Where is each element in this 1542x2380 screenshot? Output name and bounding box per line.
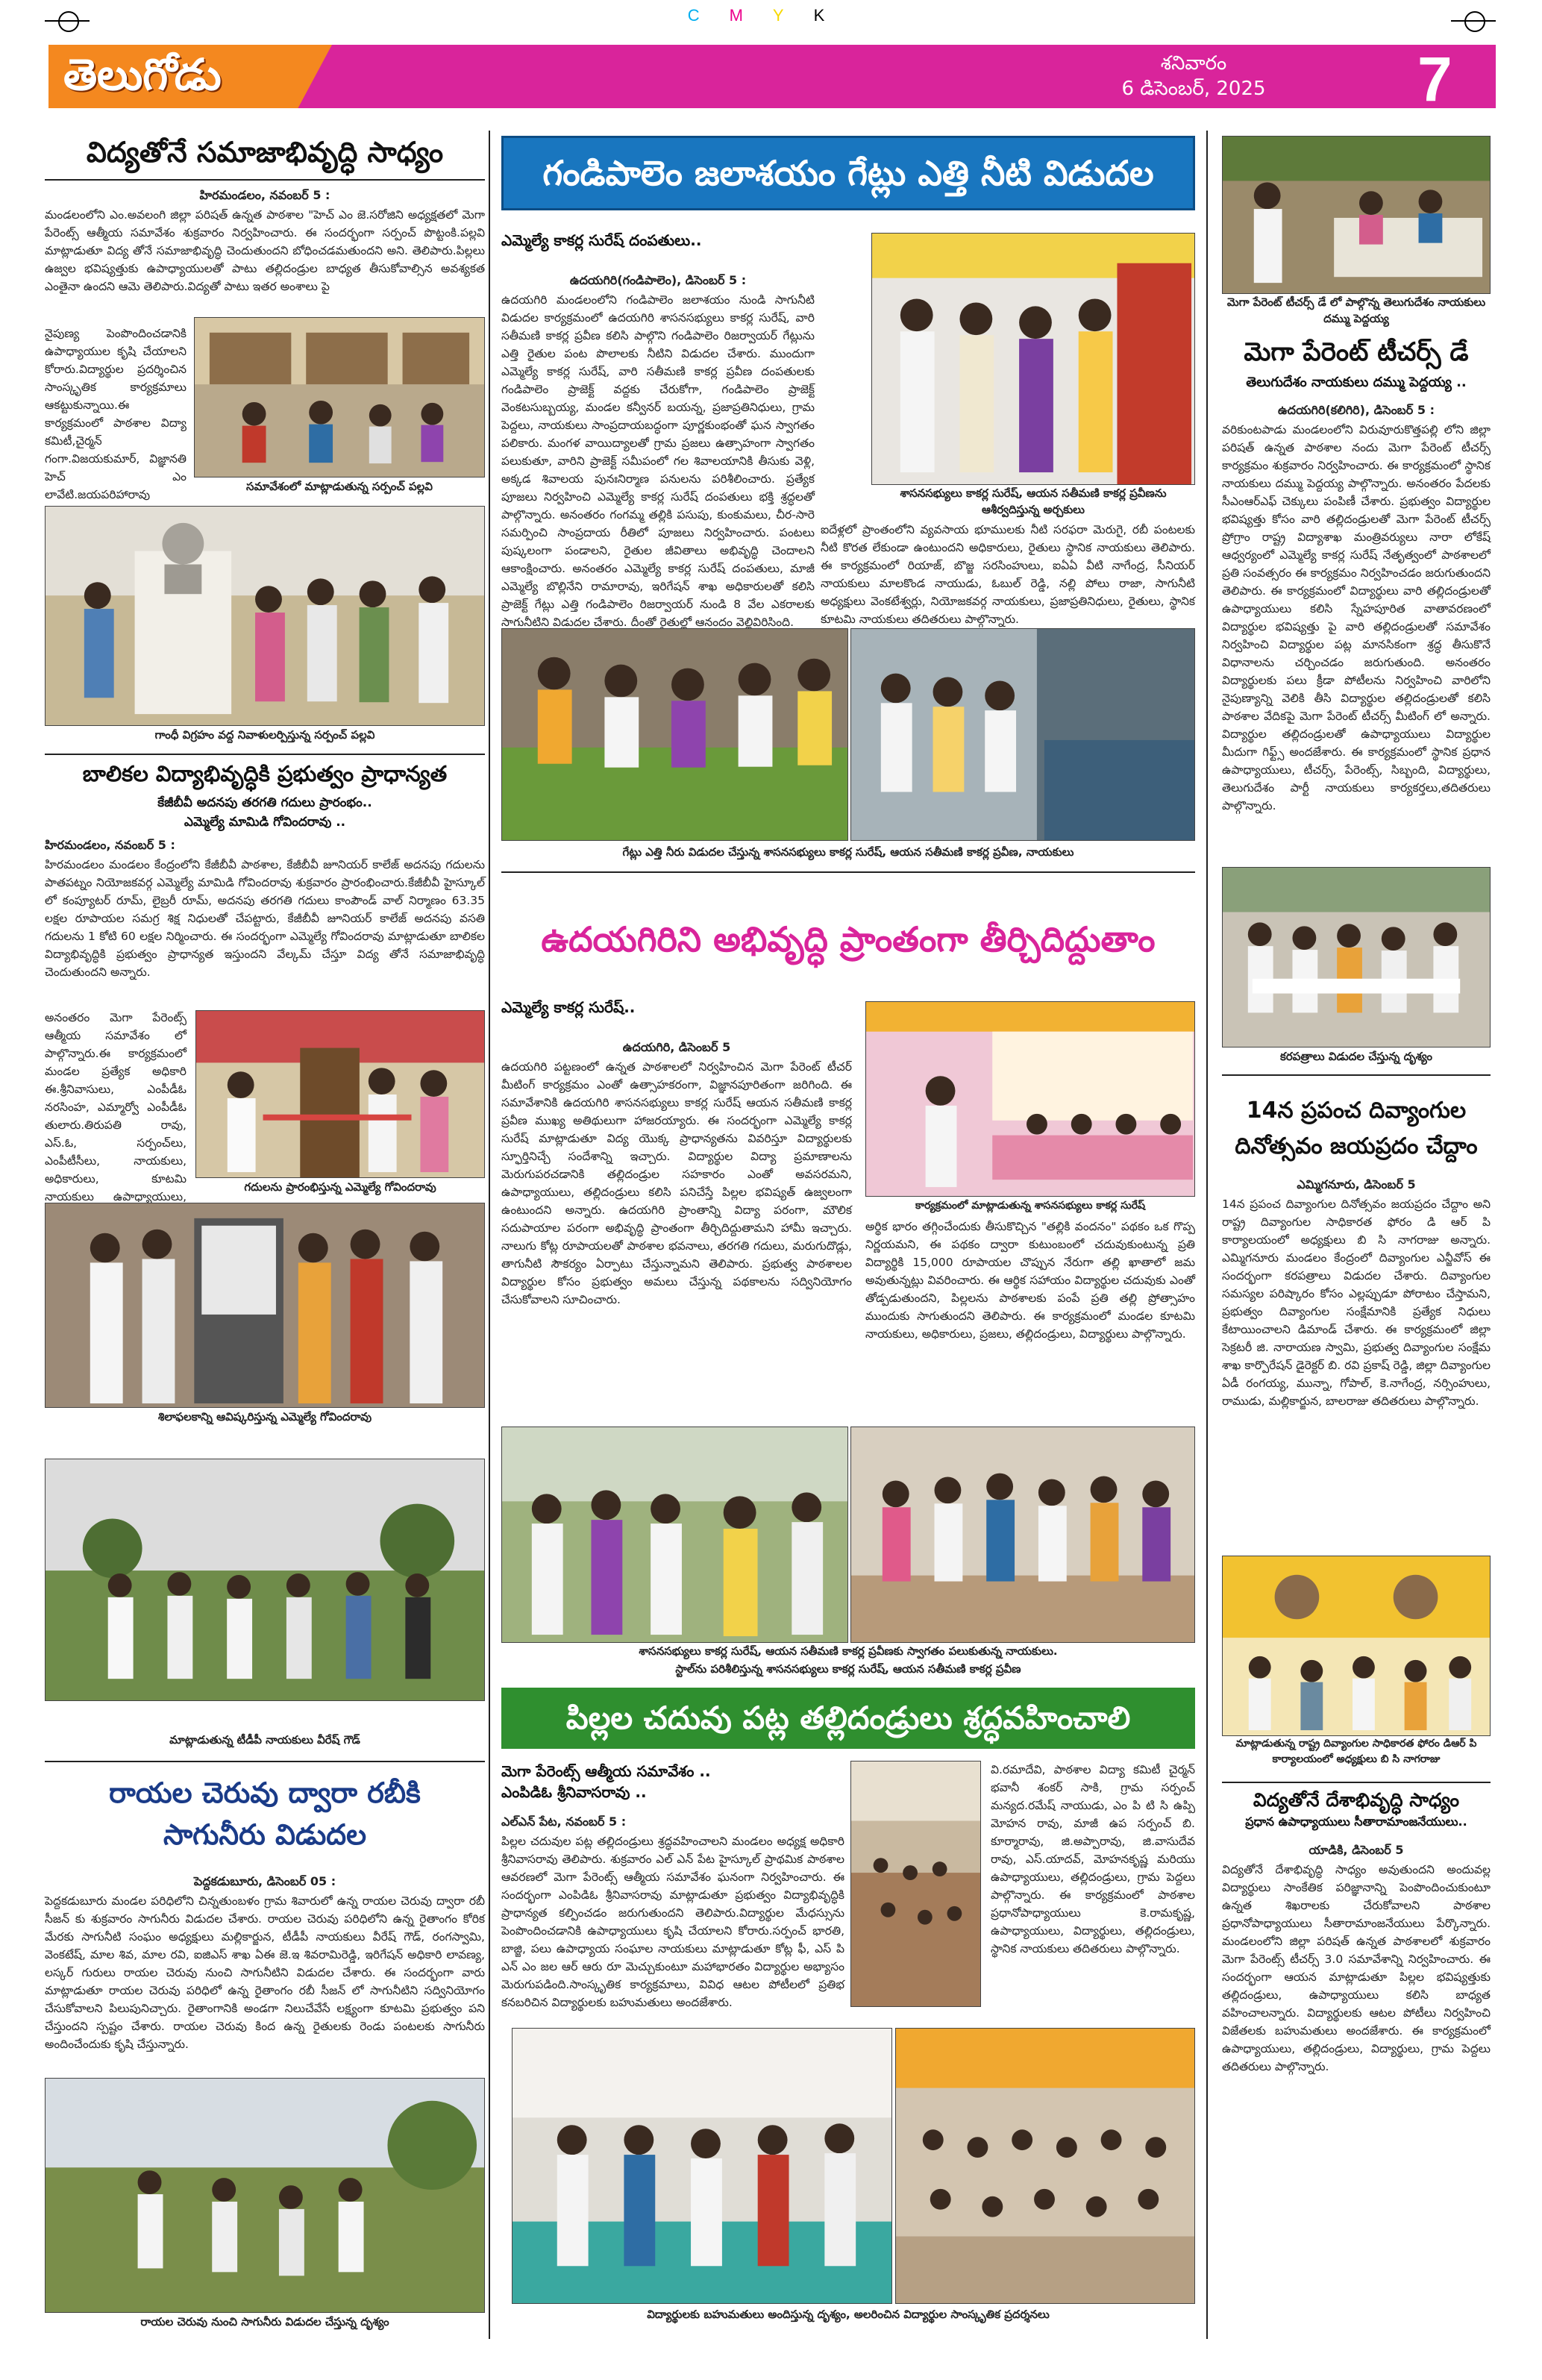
photo-caption: గాంధీ విగ్రహం వద్ద నివాళులర్పిస్తున్న సర్పంచ్ పల్లవి [45,726,485,744]
news-photo [850,628,1195,841]
article-paragraph: మండలంలోని ఎం.అవలంగి జిల్లా పరిషత్ ఉన్నత పాఠశాల "హెచ్ ఎం జె.సరోజిని అధ్యక్షతలో మెగా పేరెంట్స్ ఆత్మీయ సమావేశం శుక్రవారం నిర్వహించారు. ఈ సందర్భంగా సర్పంచ్ పొట్టంకి.పల్లవి మాట్లాడుతూ విద్య తోనే సమాజాభివృద్ధి చెందుతుందని బోధించడమతుందని అని. తెలిపారు.పిల్లలు ఉజ్వల భవిష్యత్తుకు ఉపాధ్యాయులతో పాటు తల్లిదండ్రుల బాధ్యత తీసుకోవాల్సిన అవశ్యకత ఎంతైనా ఉందని ఆమె తెలిపారు.విద్యతో పాటు ఇతర అంశాలు పై [45,208,485,293]
dateline: యాడికి, డిసెంబర్ 5 [1308,1843,1404,1857]
cmyk-marks [0,6,1542,25]
photo-caption: సమావేశంలో మాట్లాడుతున్న సర్పంచ్ పల్లవి [194,477,485,495]
article-paragraph: నైపుణ్య పెంపొందించడానికి ఉపాధ్యాయుల కృషి చేయాలని కోరారు.విద్యార్థుల ప్రదర్శించిన సాంస్కృతిక కార్యక్రమాలు ఆకట్టుకున్నాయి.ఈ కార్యక్రమంలో పాఠశాల విద్యా కమిటీ,చైర్మన్ గంగా.విజయకుమార్, విజ్ఞానతి హెచ్ ఎం లావేటి.జయపరిహారావు [45,327,187,501]
column-divider [1206,131,1208,2339]
article-title: పిల్లల చదువు పట్ల తల్లిదండ్రులు శ్రద్ధవహించాలి [501,1688,1195,1749]
article-paragraph: పిల్లల చదువుల పట్ల తల్లిదండ్రులు శ్రద్ధవహించాలని మండలం అధ్యక్ష అధికారి శ్రీనివాసరావు తెలిపారు. శుక్రవారం ఎల్ ఎన్ పేట హైస్కూల్ ప్రాథమిక పాఠశాల ఆవరణలో మెగా పేరెంట్స్ ఆత్మీయ సమావేశం ఘనంగా నిర్వహించారు. ఈ సందర్భంగా ఎంపిడిఓ శ్రీనివాసరావు మాట్లాడుతూ ప్రభుత్వం విద్యాభివృద్ధికి ప్రాధాన్యత కల్పించడం జరుగుతుందని తెలిపారు.విద్యార్థుల మేధస్సును పెంపొందించడానికి ఉపాధ్యాయులు కృషి చేయాలని కోరారు.సర్పంచ్ భారతి, బాజ్జి, పలు ఉపాధ్యాయ సంఘాల నాయకులు మాట్లాడుతూ కోట్ల ఫీ, ఎస్ పి ఎన్ ఎం జల ఆర్ ఆరు రూ మెచ్చుకుంటూ మహాభారతం విద్యార్థుల అభ్యాసం మెరుగుపడింది.సాంస్కృతిక కార్యక్రమాలు, వివిధ ఆటల పోటీలలో ప్రతిభ కనబరిచిన విద్యార్థులకు బహుమతులు అందజేశారు. [501,1835,844,2009]
article-title: విద్యతోనే దేశాభివృద్ధి సాధ్యం [1253,1789,1460,1811]
newspaper-logo: తెలుగోడు [63,49,222,100]
photo-caption: శాసనసభ్యులు కాకర్ల సురేష్, ఆయన సతీమణి కాకర్ల ప్రవీణను ఆశీర్వదిస్తున్న అర్చకులు [871,485,1195,518]
article-subtitle: మెగా పేరెంట్స్ ఆత్మీయ సమావేశం .. [501,1762,711,1780]
cmyk-c: C [687,6,730,25]
cmyk-y: Y [772,6,814,25]
photo-caption: రాయల చెరువు నుంచి సాగునీరు విడుదల చేస్తున్న దృశ్యం [45,2313,485,2331]
article-paragraph: ఐదేళ్లలో ప్రాంతంలోని వ్యవసాయ భూములకు నీటి సరఫరా మెరుగై, రబీ పంటలకు నీటి కొరత లేకుండా ఉంటుందని అధికారులు, రైతులు స్థానిక నాయకులు తెలిపారు. ఈ కార్యక్రమంలో రియాజ్, బొజ్జ సరసింహులు, ఐఏఏ వీటి నాగేంద్ర, సీనియర్ నాయకులు మాలకొండ నాయుడు, ఓబుల్ రెడ్డి, నల్లి పోలు రాజా, సాగునీటి అధ్యక్షులు వెంకటేశ్వర్లు, నియోజకవర్గ నాయకులు, ప్రజాప్రతినిధులు, రైతులు, స్థానిక కూటమి నాయకులు తదితరులు పాల్గొన్నారు. [821,523,1195,626]
article-paragraph: అనంతరం మెగా పేరెంట్స్ ఆత్మీయ సమావేశం లో పాల్గొన్నారు.ఈ కార్యక్రమంలో మండల ప్రత్యేక అధికారి ఈ.శ్రీనివాసులు, ఎంపీడీఓ నరసింహ, ఎమ్మార్వో ఎంపీడీఓ తులారు.తిరుపతి రావు, ఎస్.ఓ, సర్పంచ్‌లు, ఎంపీటీసీలు, నాయకులు, అధికారులు, కూటమి నాయకులు ఉపాధ్యాయులు, [45,1011,187,1203]
article-separator [501,871,1195,873]
article-paragraph: విద్యతోనే దేశాభివృద్ధి సాధ్యం అవుతుందని అందువల్ల విద్యార్థులు సాంకేతిక పరిజ్ఞానాన్ని పెంపొందించుకుంటూ ఉన్నత శిఖరాలకు చేరుకోవాలని పాఠశాల ప్రధానోపాధ్యాయులు సీతారామాంజనేయులు పేర్కొన్నారు. మండలంలోని జిల్లా పరిషత్ ఉన్నత పాఠశాలలో శుక్రవారం మెగా పేరెంట్స్ టీచర్స్ 3.0 సమావేశాన్ని నిర్వహించారు. ఈ సందర్భంగా ఆయన మాట్లాడుతూ పిల్లల భవిష్యత్తుకు తల్లిదండ్రులు, ఉపాధ్యాయులు కలిసి బాధ్యత వహించాలన్నారు. విద్యార్థులకు ఆటల పోటీలు నిర్వహించి విజేతలకు బహుమతులు అందజేశారు. ఈ కార్యక్రమంలో ఉపాధ్యాయులు, తల్లిదండ్రులు, విద్యార్థులు, గ్రామ పెద్దలు తదితరులు పాల్గొన్నారు. [1222,1863,1491,2073]
article-subtitle: ఎమ్మెల్యే కాకర్ల సురేష్ దంపతులు.. [501,231,702,249]
dateline: ఎల్ఎన్ పేట, నవంబర్ 5 : [501,1814,627,1829]
article-body [45,1892,485,2075]
masthead-date-text: 6 డిసెంబర్, 2025 [1121,78,1266,100]
masthead-date [1082,51,1306,101]
photo-caption: శిలాఫలకాన్ని ఆవిష్కరిస్తున్న ఎమ్మెల్యే గోవిందరావు [45,1408,485,1426]
news-photo [865,1001,1195,1197]
news-photo [45,506,485,726]
article-body [821,521,1195,625]
cmyk-k: K [813,6,855,25]
dateline: హిరమండలం, నవంబర్ 5 : [45,838,175,852]
article-title: 14న ప్రపంచ దివ్యాంగుల దినోత్సవం జయప్రదం చేద్దాం [1235,1097,1478,1159]
page-number: 7 [1417,44,1452,114]
article-title: గండిపాలెం జలాశయం గేట్లు ఎత్తి నీటి విడుదల [501,136,1195,210]
article-body [45,856,485,1005]
article-title: విద్యతోనే సమాజాభివృద్ధి సాధ్యం [86,136,444,169]
article-paragraph: హిరమండలం మండలం కేంద్రంలోని కేజీబీవీ పాఠశాల, కేజీబీవీ జూనియర్ కాలేజ్ అదనపు గదులను పాతపట్నం నియోజకవర్గ ఎమ్మెల్యే మామిడి గోవిందరావు శుక్రవారం ప్రారంభించారు.కేజీబీవీ హైస్కూల్ లో కంప్యూటర్ రూమ్, లైబ్రరీ రూమ్, అదనపు తరగతి గదులు కాంపౌండ్ వాల్ నిర్మాణం 63.35 లక్షల రూపాయల సమగ్ర శిక్ష నిధులతో చేపట్టారు, కేజీబీవీ జూనియర్ కాలేజ్ అదనపు వసతి గదులను 1 కోటి 60 లక్షల నిర్మించారు. ఈ సందర్భంగా ఎమ్మెల్యే గోవిందరావు మాట్లాడుతూ బాలికల విద్యాభివృద్ధికి ప్రభుత్వం ప్రాధాన్యత ఇస్తుందని వేల్కమ్ చేస్తూ విద్య తోనే సమాజాభివృద్ధి చెందుతుందని అన్నారు. [45,858,485,979]
column-divider [489,131,490,2339]
registration-mark-icon [45,6,90,36]
article-paragraph: వరికుంటపాడు మండలంలోని విరువూరుకొత్తపల్లి లోని జిల్లా పరిషత్ ఉన్నత పాఠశాల నందు మెగా పేరెంట్ టీచర్స్ కార్యక్రమం శుక్రవారం నిర్వహించారు. ఈ కార్యక్రమంలో స్థానిక నాయకులు దమ్ము పెద్దయ్య పాల్గొన్నారు. అనంతరం పేదలకు సీఎంఆర్ఎఫ్ చెక్కులు పంపిణీ చేశారు. ప్రభుత్వం విద్యార్థుల భవిష్యత్తు కోసం వారి తల్లిదండ్రులతో మెగా పేరెంట్ టీచర్స్ ప్రోగ్రాం రాష్ట్ర విద్యాశాఖ మంత్రివర్యులు నారా లోకేష్ ఆధ్వర్యంలో ఎమ్మెల్యే కాకర్ల సురేష్ నేతృత్వంలో పాఠశాలలో ప్రతి సంవత్సరం ఈ కార్యక్రమం నిర్వహించడం జరుగుతుందని తెలిపారు. ఈ కార్యక్రమంలో విద్యార్థులు వారి తల్లిదండ్రులతో ఉపాధ్యాయులు కలిసి స్నేహపూరిత వాతావరణంలో విద్యార్థుల భవిష్యత్తు పై వారి తల్లిదండ్రులతో సమావేశం నిర్వహించి విద్యార్థుల పట్ల మానసికంగా శ్రద్ధ తీసుకొనే విధానాలను చర్చించడం జరుగుతుంది. అనంతరం విద్యార్థులకు పలు క్రీడా పోటీలను నిర్వహించి వారిలోని నైపుణ్యాన్ని వెలికి తీసి విద్యార్థుల తల్లిదండ్రులతో కలిసి పాఠశాల వేదికపై మెగా పేరెంట్ టీచర్స్ మీటింగ్ లో అన్నారు. విద్యార్థుల తల్లిదండ్రులతో ఉపాధ్యాయులు విద్యార్థుల మీదుగా గిఫ్ట్స్ అందజేశారు. ఈ కార్యక్రమంలో స్థానిక ప్రధాన ఉపాధ్యాయులు, టీచర్స్, పేరెంట్స్, సిబ్బంది, విద్యార్థులు, తెలుగుదేశం పార్టీ నాయకులు కార్యకర్తలు,తదితరులు పాల్గొన్నారు. [1222,423,1491,812]
article-body [991,1761,1195,2011]
news-photo [895,2028,1195,2304]
news-photo [850,1427,1195,1643]
news-photo [850,1761,981,2007]
photo-caption: స్టాల్‌ను పరిశీలిస్తున్న శాసనసభ్యులు కాకర్ల సురేష్, ఆయన సతీమణి కాకర్ల ప్రవీణ [501,1661,1195,1677]
article-title: ఉదయగిరిని అభివృద్ధి ప్రాంతంగా తీర్చిదిద్దుతాం [541,919,1156,959]
registration-mark-icon [1451,6,1496,36]
news-photo [195,1010,485,1178]
article-subtitle: ఎమ్మెల్యే మామిడి గోవిందరావు .. [184,815,346,830]
news-photo [501,628,848,841]
article-paragraph: అర్థిక భారం తగ్గించేందుకు తీసుకొచ్చిన "తల్లికి వందనం" పథకం ఒక గొప్ప నిర్ణయమని, ఈ పథకం ద్వారా కుటుంబంలో చదువుకుంటున్న ప్రతి విద్యార్థికి 15,000 రూపాయల చొప్పున నేరుగా తల్లి ఖాతాలో జమ అవుతున్నట్లు వివరించారు. ఈ ఆర్థిక సహాయం విద్యార్థుల చదువుకు ఎంతో తోడ్పడుతుందని, పిల్లలను పాఠశాలకు పంపే ప్రతి తల్లి ప్రోత్సాహం ముందుకు సాగుతుందని తెలిపారు. ఈ కార్యక్రమంలో మండల కూటమి నాయకులు, అధికారులు, ప్రజలు, తల్లిదండ్రులు, విద్యార్థులు పాల్గొన్నారు. [865,1220,1195,1341]
article-separator [1222,1782,1491,1783]
photo-caption: మెగా పేరెంట్ టీచర్స్ డే లో పాల్గొన్న తెలుగుదేశం నాయకులు దమ్ము పెద్దయ్య [1222,294,1491,327]
photo-caption: మాట్లాడుతున్న రాష్ట్ర దివ్యాంగుల సాధికారత ఫోరం డిఆర్ పి కార్యాలయంలో అధ్యక్షులు బి సి నాగరాజు [1222,1736,1491,1767]
photo-caption: కరపత్రాలు విడుదల చేస్తున్న దృశ్యం [1222,1047,1491,1065]
news-photo [1222,136,1491,294]
article-paragraph: 14న ప్రపంచ దివ్యాంగుల దినోత్సవం జయప్రదం చేద్దాం అని రాష్ట్ర దివ్యాంగుల సాధికారత ఫోరం డి ఆర్ పి కార్యాలయంలో అధ్యక్షులు బి సి నాగరాజు అన్నారు. ఎమ్మిగనూరు మండలం కేంద్రంలో దివ్యాంగుల ఎన్జీవోస్ ఈ సందర్భంగా కరపత్రాలు విడుదల చేశారు. దివ్యాంగుల సమస్యల పరిష్కారం కోసం ఎల్లప్పుడూ పోరాటం చేస్తామని, ప్రభుత్వం దివ్యాంగుల సంక్షేమానికి ప్రత్యేక నిధులు కేటాయించాలని డిమాండ్ చేశారు. ఈ కార్యక్రమంలో జిల్లా సెక్రటరీ జి. నారాయణ స్వామి, ప్రభుత్వ దివ్యాంగుల సంక్షేమ శాఖ కార్పొరేషన్ డైరెక్టర్ బి. రవి ప్రకాష్ రెడ్డి, జిల్లా దివ్యాంగుల ఏడీ రంగయ్య, మున్నా, గోపాల్, కె.నాగేంద్ర, నర్సింహులు, రాముడు, మల్లికార్జున, బాలరాజు తదితరులు పాల్గొన్నారు. [1222,1197,1491,1408]
title-underline [45,179,485,181]
article-body [1222,1195,1491,1552]
article-subtitle: ఎంపిడిఓ శ్రీనివాసరావు .. [501,1783,647,1801]
dateline: ఉదయగిరి, డిసెంబర్ 5 [622,1040,731,1054]
article-body [45,206,485,322]
news-photo [45,1203,485,1408]
news-photo [871,233,1195,485]
article-subtitle: కేజీబీవీ అదనపు తరగతి గదులు ప్రారంభం.. [157,795,372,810]
photo-caption: కార్యక్రమంలో మాట్లాడుతున్న శాసనసభ్యులు కాకర్ల సురేష్ [865,1197,1195,1215]
article-title: రాయల చెరువు ద్వారా రబీకి సాగునీరు విడుదల [109,1776,421,1851]
article-body [501,291,815,629]
article-body [865,1218,1195,1424]
article-subtitle: తెలుగుదేశం నాయకులు దమ్ము పెద్దయ్య .. [1246,375,1467,390]
dateline: పెద్దకడుబూరు, డిసెంబర్ 05 : [193,1874,336,1888]
article-body [1222,1861,1491,2329]
photo-caption: విద్యార్థులకు బహుమతులు అందిస్తున్న దృశ్యం, అలరించిన విద్యార్థుల సాంస్కృతిక ప్రదర్శనలు [501,2305,1195,2323]
news-photo [45,1459,485,1701]
photo-caption: గదులను ప్రారంభిస్తున్న ఎమ్మెల్యే గోవిందరావు [195,1178,485,1196]
photo-caption: గేట్లు ఎత్తి నీరు విడుదల చేస్తున్న శాసనసభ్యులు కాకర్ల సురేష్, ఆయన సతీమణి కాకర్ల ప్రవీణ, నాయకులు [501,843,1195,861]
dateline: ఉదయగిరి(కలిగిరి), డిసెంబర్ 5 : [1278,403,1435,417]
article-separator [1222,1074,1491,1076]
article-body [501,1832,844,2023]
news-photo [501,1427,848,1643]
article-separator [45,1761,485,1762]
dateline: హిరమండలం, నవంబర్ 5 : [199,188,330,202]
article-separator [45,754,485,755]
news-photo [1222,1556,1491,1736]
article-subtitle: ప్రధాన ఉపాధ్యాయులు సీతారామాంజనేయులు.. [1245,1814,1467,1829]
article-title: బాలికల విద్యాభివృద్ధికి ప్రభుత్వం ప్రాధాన్యత [82,761,448,786]
article-title: మెగా పేరెంట్ టీచర్స్ డే [1244,337,1469,367]
article-subtitle: ఎమ్మెల్యే కాకర్ల సురేష్.. [501,998,636,1016]
dateline: ఉదయగిరి(గండిపాలెం), డిసెంబర్ 5 : [569,273,747,287]
article-paragraph: ఉదయగిరి మండలంలోని గండిపాలెం జలాశయం నుండి సాగునీటి విడుదల కార్యక్రమంలో ఉదయగిరి శాసనసభ్యులు కాకర్ల సురేష్, వారి సతీమణి కాకర్ల ప్రవీణ కలిసి పాల్గొని గండిపాలెం రిజర్వాయర్ గేట్లును ఎత్తి రైతుల పంట పొలాలకు నీటిని విడుదల చేశారు. ముందుగా ఎమ్మెల్యే కాకర్ల సురేష్, వారి సతీమణి కాకర్ల ప్రవీణ దంపతులకు గండిపాలెం ప్రాజెక్ట్ వద్దకు చేరుకోగా, గండిపాలెం ప్రాజెక్ట్ వెంకటసుబ్బయ్య, మండల కన్వీనర్ బయన్న, ప్రజాప్రతినిధులు, గ్రామ పెద్దలు, నాయకులు సాంప్రదాయబద్ధంగా పూర్ణకుంభంతో ఘన స్వాగతం పలికారు. మంగళ వాయిద్యాలతో గ్రామ ప్రజలు ఉత్సాహంగా స్వాగతం పలుకుతూ, వారిని ప్రాజెక్ట్ సమీపంలో గల శివాలయానికి తీసుకు వెళ్లి, అక్కడ శివాలయ పునఃనిర్మాణ పనులను పరిశీలించారు. ప్రత్యేక పూజలు నిర్వహించి ఎమ్మెల్యే కాకర్ల సురేష్ దంపతులు భక్తి శ్రద్ధలతో పాల్గొన్నారు. అనంతరం గంగమ్మ తల్లికి పసుపు, కుంకుమలు, చీర-సారె సమర్పించి సాంప్రదాయ రీతిలో పూజలు నిర్వహించారు. పంటలు పుష్కలంగా పండాలని, రైతుల జీవితాలు అభివృద్ధి చెందాలని ఆకాంక్షించారు. అనంతరం ఎమ్మెల్యే కాకర్ల సురేష్ దంపతులు, మాజీ ఎమ్మెల్యే బొల్లినేని రామారావు, ఇరిగేషన్ శాఖ అధికారులతో కలిసి ప్రాజెక్ట్ గేట్లు ఎత్తి గండిపాలెం రిజర్వాయర్ నుండి 8 వేల ఎకరాలకు సాగునీటిని విడుదల చేశారు. దీంతో రైతుల్లో ఆనందం వెల్లివిరిసింది. [501,293,815,629]
masthead-day: శనివారం [1160,52,1227,75]
article-body [501,1058,852,1424]
article-body [45,325,187,501]
article-body [1222,421,1491,861]
news-photo [45,2078,485,2313]
news-photo [512,2028,892,2304]
article-body [45,1009,187,1203]
cmyk-m: M [729,6,773,25]
dateline: ఎమ్మిగనూరు, డిసెంబర్ 5 [1297,1177,1416,1191]
news-photo [194,317,485,477]
photo-caption: మాట్లాడుతున్న టీడీపీ నాయకులు వీరేష్ గౌడ్ [45,1731,485,1749]
article-paragraph: వి.రమాదేవి, పాఠశాల విద్యా కమిటీ చైర్మన్ భవానీ శంకర్ సాకి, గ్రామ సర్పంచ్ మన్యద.రమేష్ నాయుడు, ఎం పి టి సి ఉప్పి మోహన రావు, మాజీ ఉప సర్పంచ్ బి. కూర్మారావు, జి.అప్పారావు, జి.వాసుదేవ రావు, ఎస్.యాదవ్, మోహనకృష్ణ మరియు ఉపాధ్యాయులు, తల్లిదండ్రులు, గ్రామ పెద్దలు పాల్గొన్నారు. ఈ కార్యక్రమంలో పాఠశాల ప్రధానోపాధ్యాయులు కె.రామకృష్ణ, ఉపాధ్యాయులు, విద్యార్థులు, తల్లిదండ్రులు, స్థానిక నాయకులు తదితరులు పాల్గొన్నారు. [991,1763,1195,1955]
article-paragraph: పెద్దకడుబూరు మండల పరిధిలోని చిన్నతుంబళం గ్రామ శివారులో ఉన్న రాయల చెరువు ద్వారా రబీ సీజన్ కు శుక్రవారం సాగునీరు విడుదల చేశారు. రాయల చెరువు పరిధిలోని ఉన్న రైతాంగం కోరిక మేరకు సాగునీటి సంఘం అధ్యక్షులు మల్లికార్జున, టీడీపీ నాయకులు వీరేష్ గౌడ్, రంగస్వామి, వెంకటేష్, మాల శివ, మాల రవి, ఐజిఎస్ శాఖ ఏఈ జె.ఇ శివరామిరెడ్డి, ఇరిగేషన్ అధికారి లావణ్య, లస్కర్ గురులు రాయల చెరువు నుంచి సాగునీటిని విడుదల చేశారు. ఈ సందర్భంగా వారు మాట్లాడుతూ రాయల చెరువు పరిధిలో ఉన్న రైతాంగం రబీ సీజన్ లో సాగునీటిని సద్వినియోగం చేసుకోవాలని పిలుపునిచ్చారు. రైతాంగానికి అండగా నిలుచేవేసే లక్ష్యంగా కూటమి ప్రభుత్వం పని చేస్తుందని స్పష్టం చేశారు. రాయల చెరువు కింద ఉన్న రైతులకు రెండు పంటలకు సాగునీరు అందించేందుకు కృషి చేస్తున్నారు. [45,1894,485,2051]
article-paragraph: ఉదయగిరి పట్టణంలో ఉన్నత పాఠశాలలో నిర్వహించిన మెగా పేరెంట్ టీచర్ మీటింగ్ కార్యక్రమం ఎంతో ఉత్సాహకరంగా, విజ్ఞానపూరితంగా జరిగింది. ఈ సమావేశానికి ఉదయగిరి శాసనసభ్యులు కాకర్ల సురేష్ ఆయన సతీమణి కాకర్ల ప్రవీణ ముఖ్య అతిథులుగా హాజరయ్యారు. ఈ సందర్భంగా ఎమ్మెల్యే కాకర్ల సురేష్ మాట్లాడుతూ విద్య యొక్క ప్రాధాన్యతను వివరిస్తూ విద్యార్థులకు స్ఫూర్తినిచ్చే సందేశాన్ని ఇచ్చారు. విద్యార్థుల విద్యా ప్రమాణాలను మెరుగుపరచడానికి తల్లిదండ్రుల సహకారం ఎంతో అవసరమని, ఉపాధ్యాయులు, తల్లిదండ్రులు కలిసి పనిచేస్తే పిల్లల భవిష్యత్ ఉజ్వలంగా ఉంటుందని అన్నారు. ఉదయగిరి ప్రాంతాన్ని విద్యా పరంగా, మౌలిక సదుపాయాల పరంగా అభివృద్ధి ప్రాంతంగా తీర్చిదిద్దుతామని హామీ ఇచ్చారు. నాలుగు కోట్ల రూపాయలతో పాఠశాల భవనాలు, తరగతి గదులు, మరుగుదొడ్లు, తాగునీటి సౌకర్యం ఏర్పాటు చేస్తున్నామని తెలిపారు. ప్రభుత్వ పాఠశాలల విద్యార్థుల కోసం ప్రభుత్వం అమలు చేస్తున్న పథకాలను సద్వినియోగం చేసుకోవాలని సూచించారు. [501,1060,852,1306]
photo-caption: శాసనసభ్యులు కాకర్ల సురేష్, ఆయన సతీమణి కాకర్ల ప్రవీణకు స్వాగతం పలుకుతున్న నాయకులు. [501,1643,1195,1659]
news-photo [1222,867,1491,1047]
